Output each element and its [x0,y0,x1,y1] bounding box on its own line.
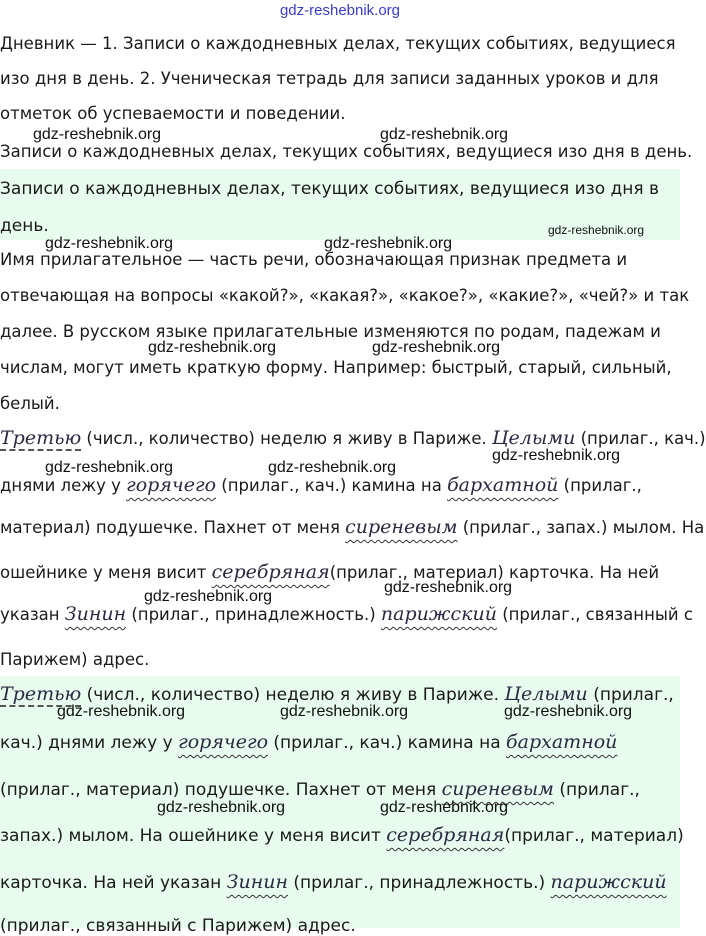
word-parizhskiy: парижский [380,603,497,625]
word-tselymi: Целыми [491,427,576,449]
answer-line-2 [0,731,617,753]
note-adjective: (прилаг., запах.) [462,518,608,537]
note-adjective: (прилаг., связанный с Парижем) [0,916,293,936]
note-adjective: (прилаг., кач.) [580,429,706,448]
header-watermark: gdz-reshebnik.org [279,2,401,19]
word-zinin: Зинин [226,871,289,893]
text-segment: неделю я живу в Париже. [260,429,487,448]
definition-adjective-line-4: числам, могут иметь краткую форму. Например: быстрый, старый, сильный, [0,358,672,377]
note-adjective: (прилаг., материал) [504,826,684,846]
analysis-line-6 [0,650,149,669]
analysis-line-3 [0,516,704,538]
text-segment: адрес. [92,650,150,669]
watermark: gdz-reshebnik.org [504,703,633,720]
watermark: gdz-reshebnik.org [324,235,453,252]
word-barkhatnoy: бархатной [506,731,618,753]
definition-diary-line-2: изо дня в день. 2. Ученическая тетрадь для записи заданных уроков и для [0,69,659,88]
text-segment: днями лежу у [0,476,121,495]
definition-diary-line-1: Дневник — 1. Записи о каждодневных делах, текущих событиях, ведущиеся [0,34,676,53]
answer-line-1 [0,683,674,705]
note-adjective: (прилаг., кач.) [221,476,347,495]
analysis-line-5 [0,603,693,625]
text-segment: Парижем) [0,650,88,669]
watermark: gdz-reshebnik.org [33,126,162,143]
answer-line-5 [0,871,667,893]
text-segment: ошейнике у меня висит [0,563,207,582]
text-segment: адрес. [297,916,356,936]
word-sirenevym: сиреневым [345,516,458,538]
note-numeral: (числ., количество) [86,429,255,448]
watermark: gdz-reshebnik.org [380,799,509,816]
note-adjective: (прилаг., кач.) [273,733,403,753]
definition-adjective-line-5: белый. [0,394,60,413]
text-segment: камина на [407,733,501,753]
text-segment: мылом. На ошейнике у меня висит [68,826,381,846]
watermark: gdz-reshebnik.org [144,588,273,605]
watermark: gdz-reshebnik.org [57,703,186,720]
word-zinin: Зинин [64,603,127,625]
watermark: gdz-reshebnik.org [372,339,501,356]
word-serebryanaya: серебряная [386,824,505,846]
word-tretyu: Третью [0,683,82,705]
note-adjective: (прилаг., [559,780,640,800]
note-adjective: (прилаг., [593,685,674,705]
watermark: gdz-reshebnik.org [492,447,621,464]
text-segment: материал) [0,518,91,537]
note-numeral: (числ., количество) [86,685,261,705]
text-segment: мылом. На [612,518,705,537]
answer-line-4 [0,824,684,846]
note-adjective: (прилаг., связанный с [502,605,693,624]
answer-line-3 [0,778,640,800]
text-segment: днями лежу у [48,733,173,753]
text-segment: карточка. На ней [509,563,660,582]
answer-box-1-line-2: день. [0,216,49,236]
analysis-line-1 [0,427,706,449]
selected-meaning: Записи о каждодневных делах, текущих событиях, ведущиеся изо дня в день. [0,142,693,161]
definition-adjective-line-1: Имя прилагательное — часть речи, обозначающая признак предмета и [0,250,628,269]
text-segment: подушечке. Пахнет от меня [95,518,340,537]
word-parizhskiy: парижский [550,871,667,893]
answer-box-1-line-1: Записи о каждодневных делах, текущих событиях, ведущиеся изо дня в [0,179,660,199]
note-adjective: (прилаг., принадлежность.) [131,605,376,624]
text-segment: камина на [351,476,442,495]
note-adjective: (прилаг., принадлежность.) [293,873,546,893]
text-segment: (прилаг., материал) [0,780,180,800]
analysis-line-4 [0,561,659,583]
watermark: gdz-reshebnik.org [148,339,277,356]
watermark: gdz-reshebnik.org [268,459,397,476]
watermark: gdz-reshebnik.org [45,459,174,476]
watermark: gdz-reshebnik.org [380,126,509,143]
word-barkhatnoy: бархатной [447,474,559,496]
text-segment: карточка. На ней указан [0,873,222,893]
definition-diary-line-3: отметок об успеваемости и поведении. [0,104,346,123]
definition-adjective-line-2: отвечающая на вопросы «какой?», «какая?», «какое?», «какие?», «чей?» и так [0,286,690,305]
note-adjective: (прилаг., материал) [329,563,504,582]
text-segment: указан [0,605,60,624]
word-tselymi: Целыми [504,683,588,705]
word-serebryanaya: серебряная [211,561,330,583]
text-segment: подушечке. Пахнет от меня [184,780,437,800]
word-tretyu: Третью [0,427,82,449]
watermark: gdz-reshebnik.org [157,799,286,816]
note-adjective: (прилаг., [563,476,642,495]
answer-line-6 [0,916,356,936]
watermark: gdz-reshebnik.org [384,579,513,596]
text-segment: неделю я живу в Париже. [265,685,500,705]
watermark: gdz-reshebnik.org [280,703,409,720]
watermark: gdz-reshebnik.org [45,235,174,252]
definition-adjective-line-3: далее. В русском языке прилагательные изменяются по родам, падежам и [0,322,661,341]
word-goryachego: горячего [178,731,269,753]
watermark: gdz-reshebnik.org [548,223,645,237]
word-goryachego: горячего [126,474,217,496]
word-sirenevym: сиреневым [441,778,554,800]
text-segment: запах.) [0,826,64,846]
text-segment: кач.) [0,733,43,753]
analysis-line-2 [0,474,642,496]
